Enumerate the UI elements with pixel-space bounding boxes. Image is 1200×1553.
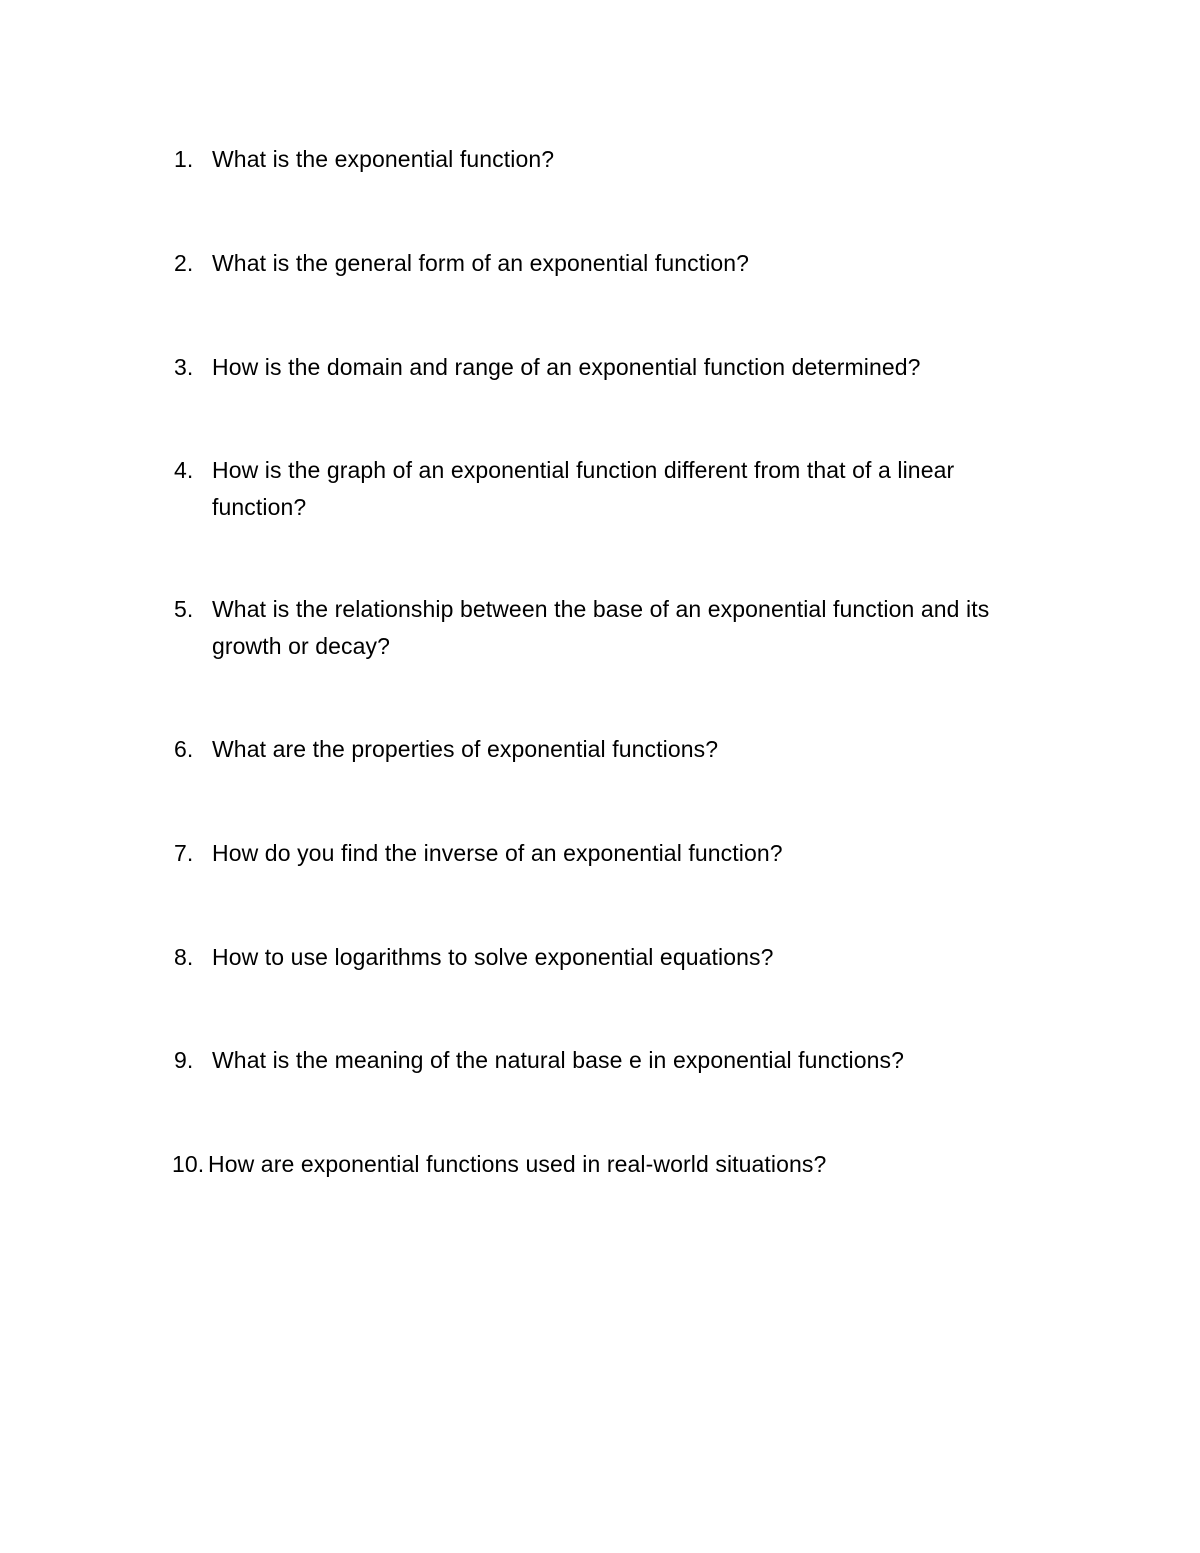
question-text: What is the relationship between the base of an exponential function and its growth or decay? — [212, 596, 990, 659]
question-text: What is the general form of an exponential function? — [212, 250, 750, 276]
question-number: 7. — [174, 840, 194, 866]
question-text: How to use logarithms to solve exponential equations? — [212, 944, 774, 970]
question-number: 8. — [174, 944, 194, 970]
question-number: 10. — [172, 1151, 205, 1177]
question-number: 5. — [174, 596, 194, 622]
question-text: What is the meaning of the natural base e in exponential functions? — [212, 1047, 905, 1073]
question-number: 3. — [174, 354, 194, 380]
question-number: 6. — [174, 736, 194, 762]
question-text: How is the domain and range of an exponential function determined? — [212, 354, 921, 380]
question-text: What is the exponential function? — [212, 146, 555, 172]
question-number: 4. — [174, 457, 194, 483]
question-text: What are the properties of exponential functions? — [212, 736, 719, 762]
question-number: 9. — [174, 1047, 194, 1073]
question-text: How is the graph of an exponential function different from that of a linear function? — [212, 457, 955, 520]
question-number: 2. — [174, 250, 194, 276]
question-text: How do you find the inverse of an exponential function? — [212, 840, 783, 866]
question-text: How are exponential functions used in real-world situations? — [208, 1151, 827, 1177]
question-number: 1. — [174, 146, 194, 172]
